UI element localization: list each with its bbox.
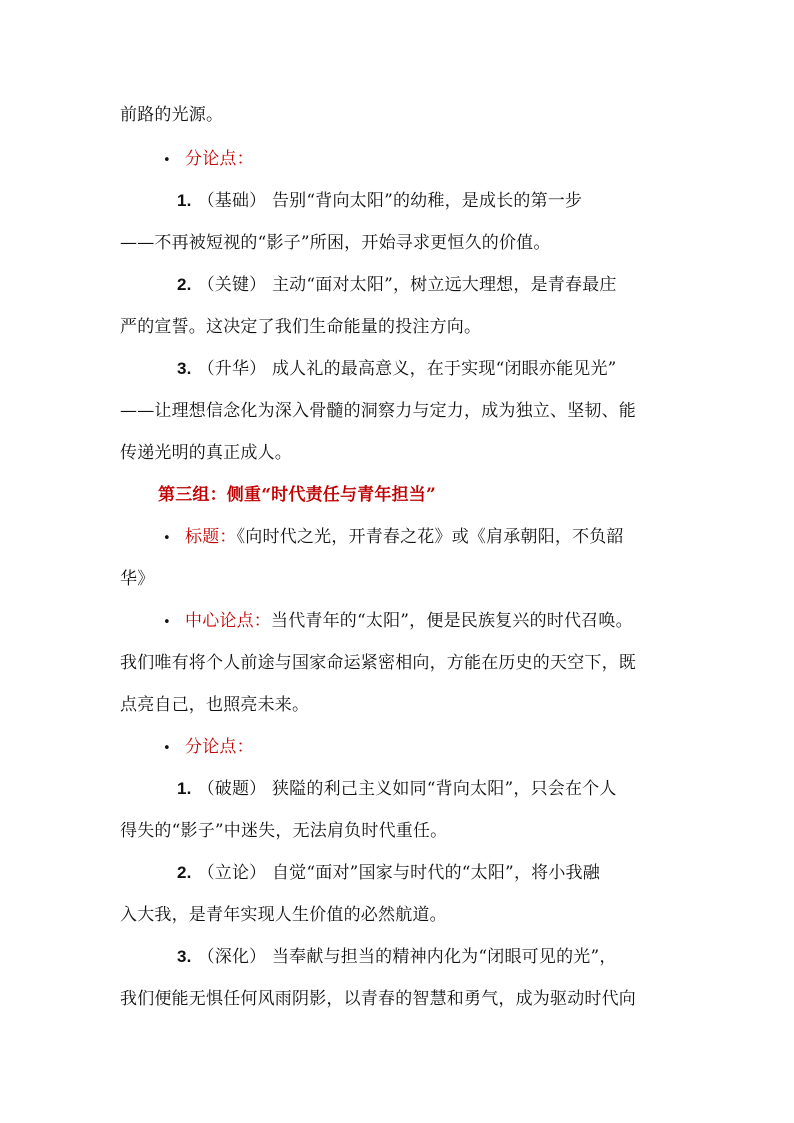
- heading-text: 第三组：侧重“时代责任与青年担当”: [158, 485, 436, 505]
- line-text: ——不再被短视的“影子”所困，开始寻求更恒久的价值。: [120, 233, 551, 253]
- line-text: 前路的光源。: [120, 105, 224, 125]
- line-text: 得失的“影子”中迷失，无法肩负时代重任。: [120, 821, 448, 841]
- paragraph-line: [120, 693, 309, 717]
- paragraph-line: [120, 651, 636, 675]
- paragraph-line: [120, 819, 447, 843]
- line-text: （关键） 主动“面对太阳”，树立远大理想，是青春最庄: [197, 275, 617, 295]
- bullet-icon: •: [163, 741, 171, 756]
- line-text: （基础） 告别“背向太阳”的幼稚，是成长的第一步: [197, 191, 583, 211]
- line-text: 我们便能无惧任何风雨阴影，以青春的智慧和勇气，成为驱动时代向: [120, 989, 636, 1009]
- paragraph-line: [120, 103, 223, 127]
- numbered-item-1: [177, 189, 582, 213]
- line-text: 我们唯有将个人前途与国家命运紧密相向，方能在历史的天空下，既: [120, 653, 636, 673]
- numbered-item-2: [177, 861, 600, 885]
- label-subpoints: 分论点：: [185, 149, 254, 169]
- bullet-icon: •: [163, 153, 171, 168]
- item-number: 2.: [177, 863, 192, 882]
- bullet-item-subpoints: [163, 735, 254, 761]
- label-subpoints: 分论点：: [185, 737, 254, 757]
- paragraph-line: [120, 441, 292, 465]
- paragraph-line: [120, 315, 481, 339]
- label-title: 标题：: [185, 527, 237, 547]
- item-number: 3.: [177, 359, 192, 378]
- bullet-item-title: [163, 525, 624, 551]
- paragraph-line: [120, 987, 636, 1011]
- numbered-item-1: [177, 777, 617, 801]
- bullet-item-subpoints: [163, 147, 254, 173]
- paragraph-line: [120, 903, 447, 927]
- section-heading-group-3: [158, 483, 436, 507]
- item-number: 1.: [177, 779, 192, 798]
- numbered-item-3: [177, 945, 617, 969]
- line-text: （破题） 狭隘的利己主义如同“背向太阳”，只会在个人: [197, 779, 617, 799]
- item-number: 2.: [177, 275, 192, 294]
- line-text: 华》: [120, 569, 155, 589]
- line-text: 《向时代之光，开青春之花》或《肩承朝阳，不负韶: [236, 527, 624, 547]
- numbered-item-3: [177, 357, 617, 381]
- line-text: 点亮自己，也照亮未来。: [120, 695, 310, 715]
- paragraph-line: [120, 399, 636, 423]
- item-number: 3.: [177, 947, 192, 966]
- item-number: 1.: [177, 191, 192, 210]
- line-text: （立论） 自觉“面对”国家与时代的“太阳”，将小我融: [197, 863, 600, 883]
- paragraph-line: [120, 231, 551, 255]
- bullet-icon: •: [163, 531, 171, 546]
- line-text: （升华） 成人礼的最高意义，在于实现“闭眼亦能见光”: [197, 359, 617, 379]
- line-text: 当代青年的“太阳”，便是民族复兴的时代召唤。: [271, 611, 633, 631]
- line-text: （深化） 当奉献与担当的精神内化为“闭眼可见的光”，: [197, 947, 617, 967]
- label-central-argument: 中心论点：: [185, 611, 271, 631]
- line-text: ——让理想信念化为深入骨髓的洞察力与定力，成为独立、坚韧、能: [120, 401, 636, 421]
- line-text: 严的宣誓。这决定了我们生命能量的投注方向。: [120, 317, 482, 337]
- line-text: 传递光明的真正成人。: [120, 443, 292, 463]
- line-text: 入大我，是青年实现人生价值的必然航道。: [120, 905, 447, 925]
- bullet-item-central-argument: [163, 609, 633, 635]
- numbered-item-2: [177, 273, 617, 297]
- bullet-icon: •: [163, 615, 171, 630]
- paragraph-line: [120, 567, 154, 591]
